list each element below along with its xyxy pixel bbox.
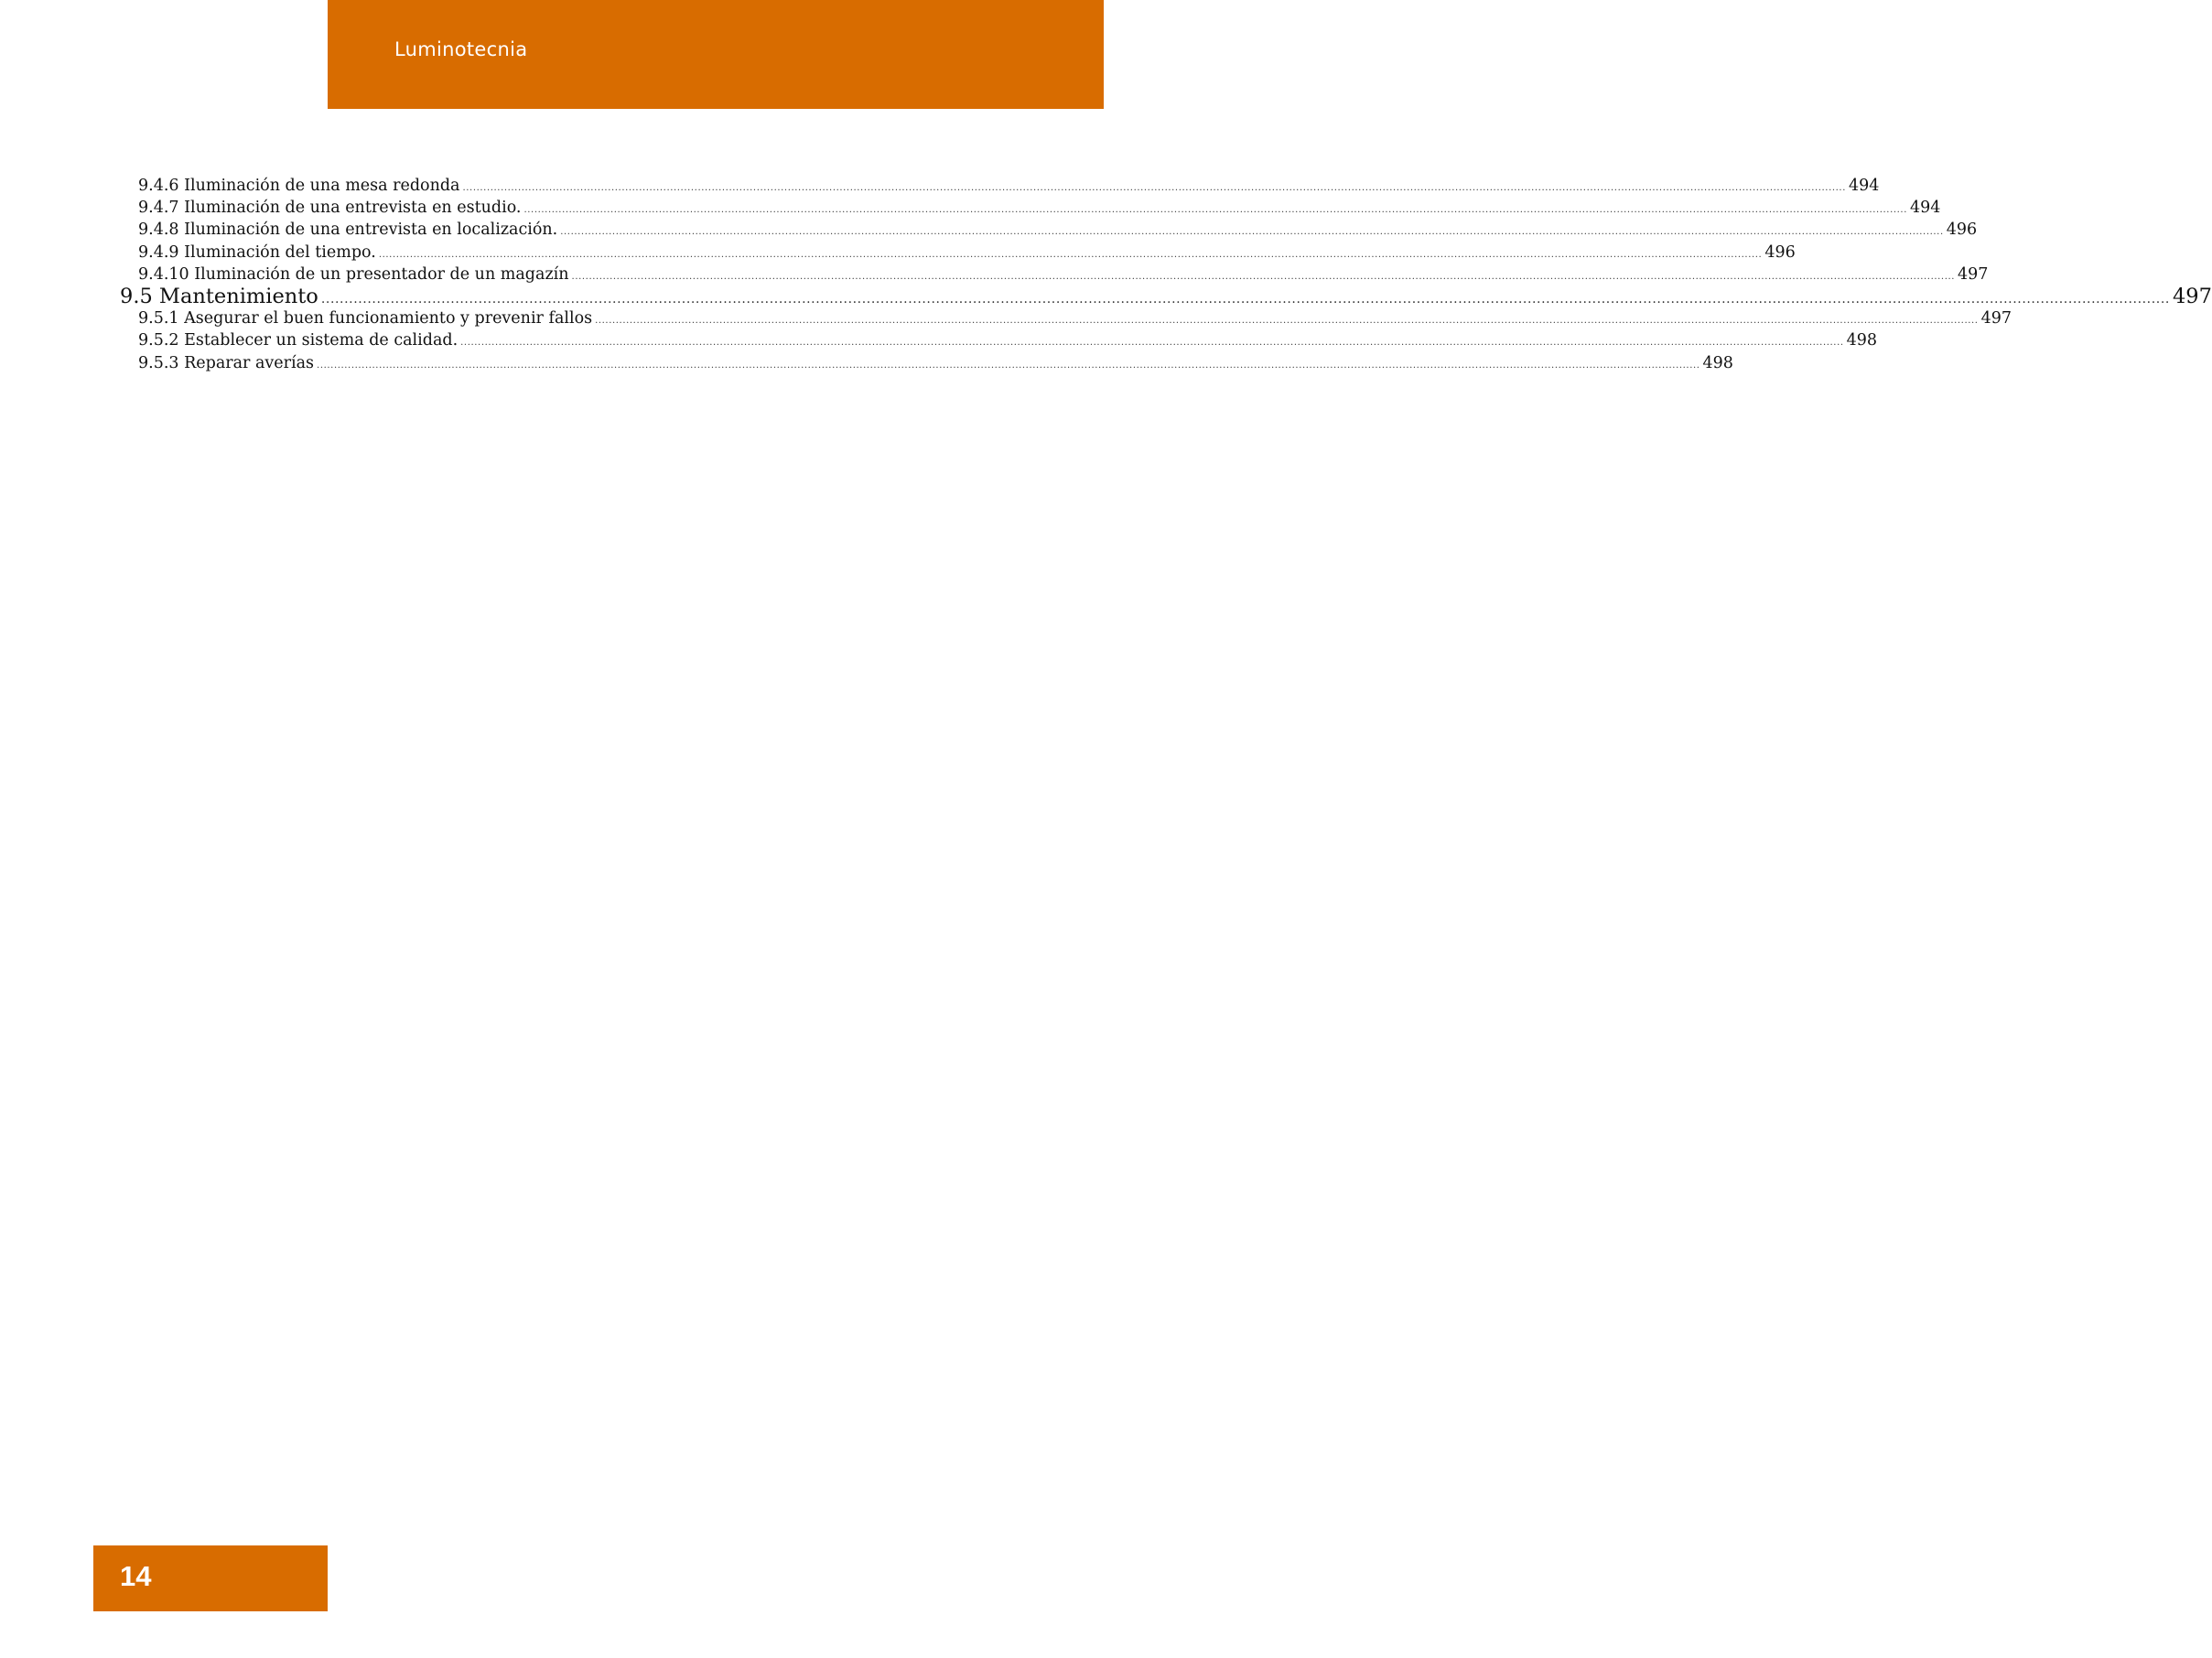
page-number: 14	[120, 1560, 152, 1592]
running-header-title: Luminotecnia	[394, 38, 528, 60]
toc-entry-page: 497	[2172, 284, 2212, 308]
toc-dot-leader: ................................................................................................................................................................................................................................................................................................................................................................................................................	[462, 183, 1846, 193]
toc-entry-page: 497	[1958, 264, 1989, 284]
toc-entry[interactable]	[120, 197, 1941, 219]
toc-entry-page: 494	[1909, 199, 1941, 218]
toc-dot-leader: ................................................................................................................................................................................................................................................................................................................................................................................................................	[317, 360, 1700, 371]
toc-dot-leader: ................................................................................................................................................................................................................................................................................................................................................................................................................	[571, 271, 1956, 282]
toc-dot-leader: ................................................................................................................................................................................................................................................................................................................................................................................................................	[560, 227, 1944, 238]
toc-entry-page: 496	[1946, 221, 1978, 240]
toc-entry[interactable]	[120, 307, 2012, 329]
toc-entry-label: 9.5.3 Reparar averías	[138, 353, 315, 372]
toc-entry[interactable]	[120, 175, 1880, 197]
header-band	[328, 0, 1104, 109]
toc-entry-label: 9.4.8 Iluminación de una entrevista en localización.	[138, 221, 558, 240]
table-of-contents	[120, 175, 2212, 374]
toc-entry-label: 9.5.1 Asegurar el buen funcionamiento y prevenir fallos	[138, 309, 593, 328]
toc-entry-label: 9.5 Mantenimiento	[120, 284, 318, 308]
toc-entry-label: 9.4.10 Iluminación de un presentador de un magazín	[138, 264, 569, 284]
toc-entry-label: 9.4.9 Iluminación del tiempo.	[138, 242, 376, 262]
toc-entry[interactable]	[120, 352, 1733, 374]
toc-entry-page: 494	[1848, 177, 1880, 195]
toc-entry-label: 9.4.6 Iluminación de una mesa redonda	[138, 177, 460, 195]
toc-entry-label: 9.5.2 Establecer un sistema de calidad.	[138, 331, 459, 350]
toc-entry[interactable]	[120, 264, 1989, 285]
toc-dot-leader: ................................................................................................................................................................................................................................................................................................................................................................................................................	[595, 316, 1979, 327]
toc-dot-leader: ................................................................................................................................................................................................................................................................................................................................................................................................................	[378, 249, 1763, 260]
toc-entry-page: 498	[1702, 353, 1733, 372]
toc-entry[interactable]	[120, 329, 1878, 351]
toc-entry[interactable]	[120, 219, 1978, 241]
page-number-band	[93, 1545, 328, 1611]
toc-dot-leader: ................................................................................................................................................................................................................................................................................................................................................................................................................	[460, 338, 1844, 349]
toc-entry-page: 497	[1980, 309, 2012, 328]
toc-entry-page: 496	[1764, 242, 1796, 262]
toc-section-entry[interactable]	[120, 284, 2212, 308]
toc-dot-leader: ................................................................................................................................................................................................................................................................................................................................................................................................................	[320, 291, 2170, 307]
toc-entry-label: 9.4.7 Iluminación de una entrevista en estudio.	[138, 199, 522, 218]
toc-dot-leader: ................................................................................................................................................................................................................................................................................................................................................................................................................	[523, 205, 1907, 216]
toc-entry[interactable]	[120, 242, 1796, 264]
toc-entry-page: 498	[1846, 331, 1878, 350]
